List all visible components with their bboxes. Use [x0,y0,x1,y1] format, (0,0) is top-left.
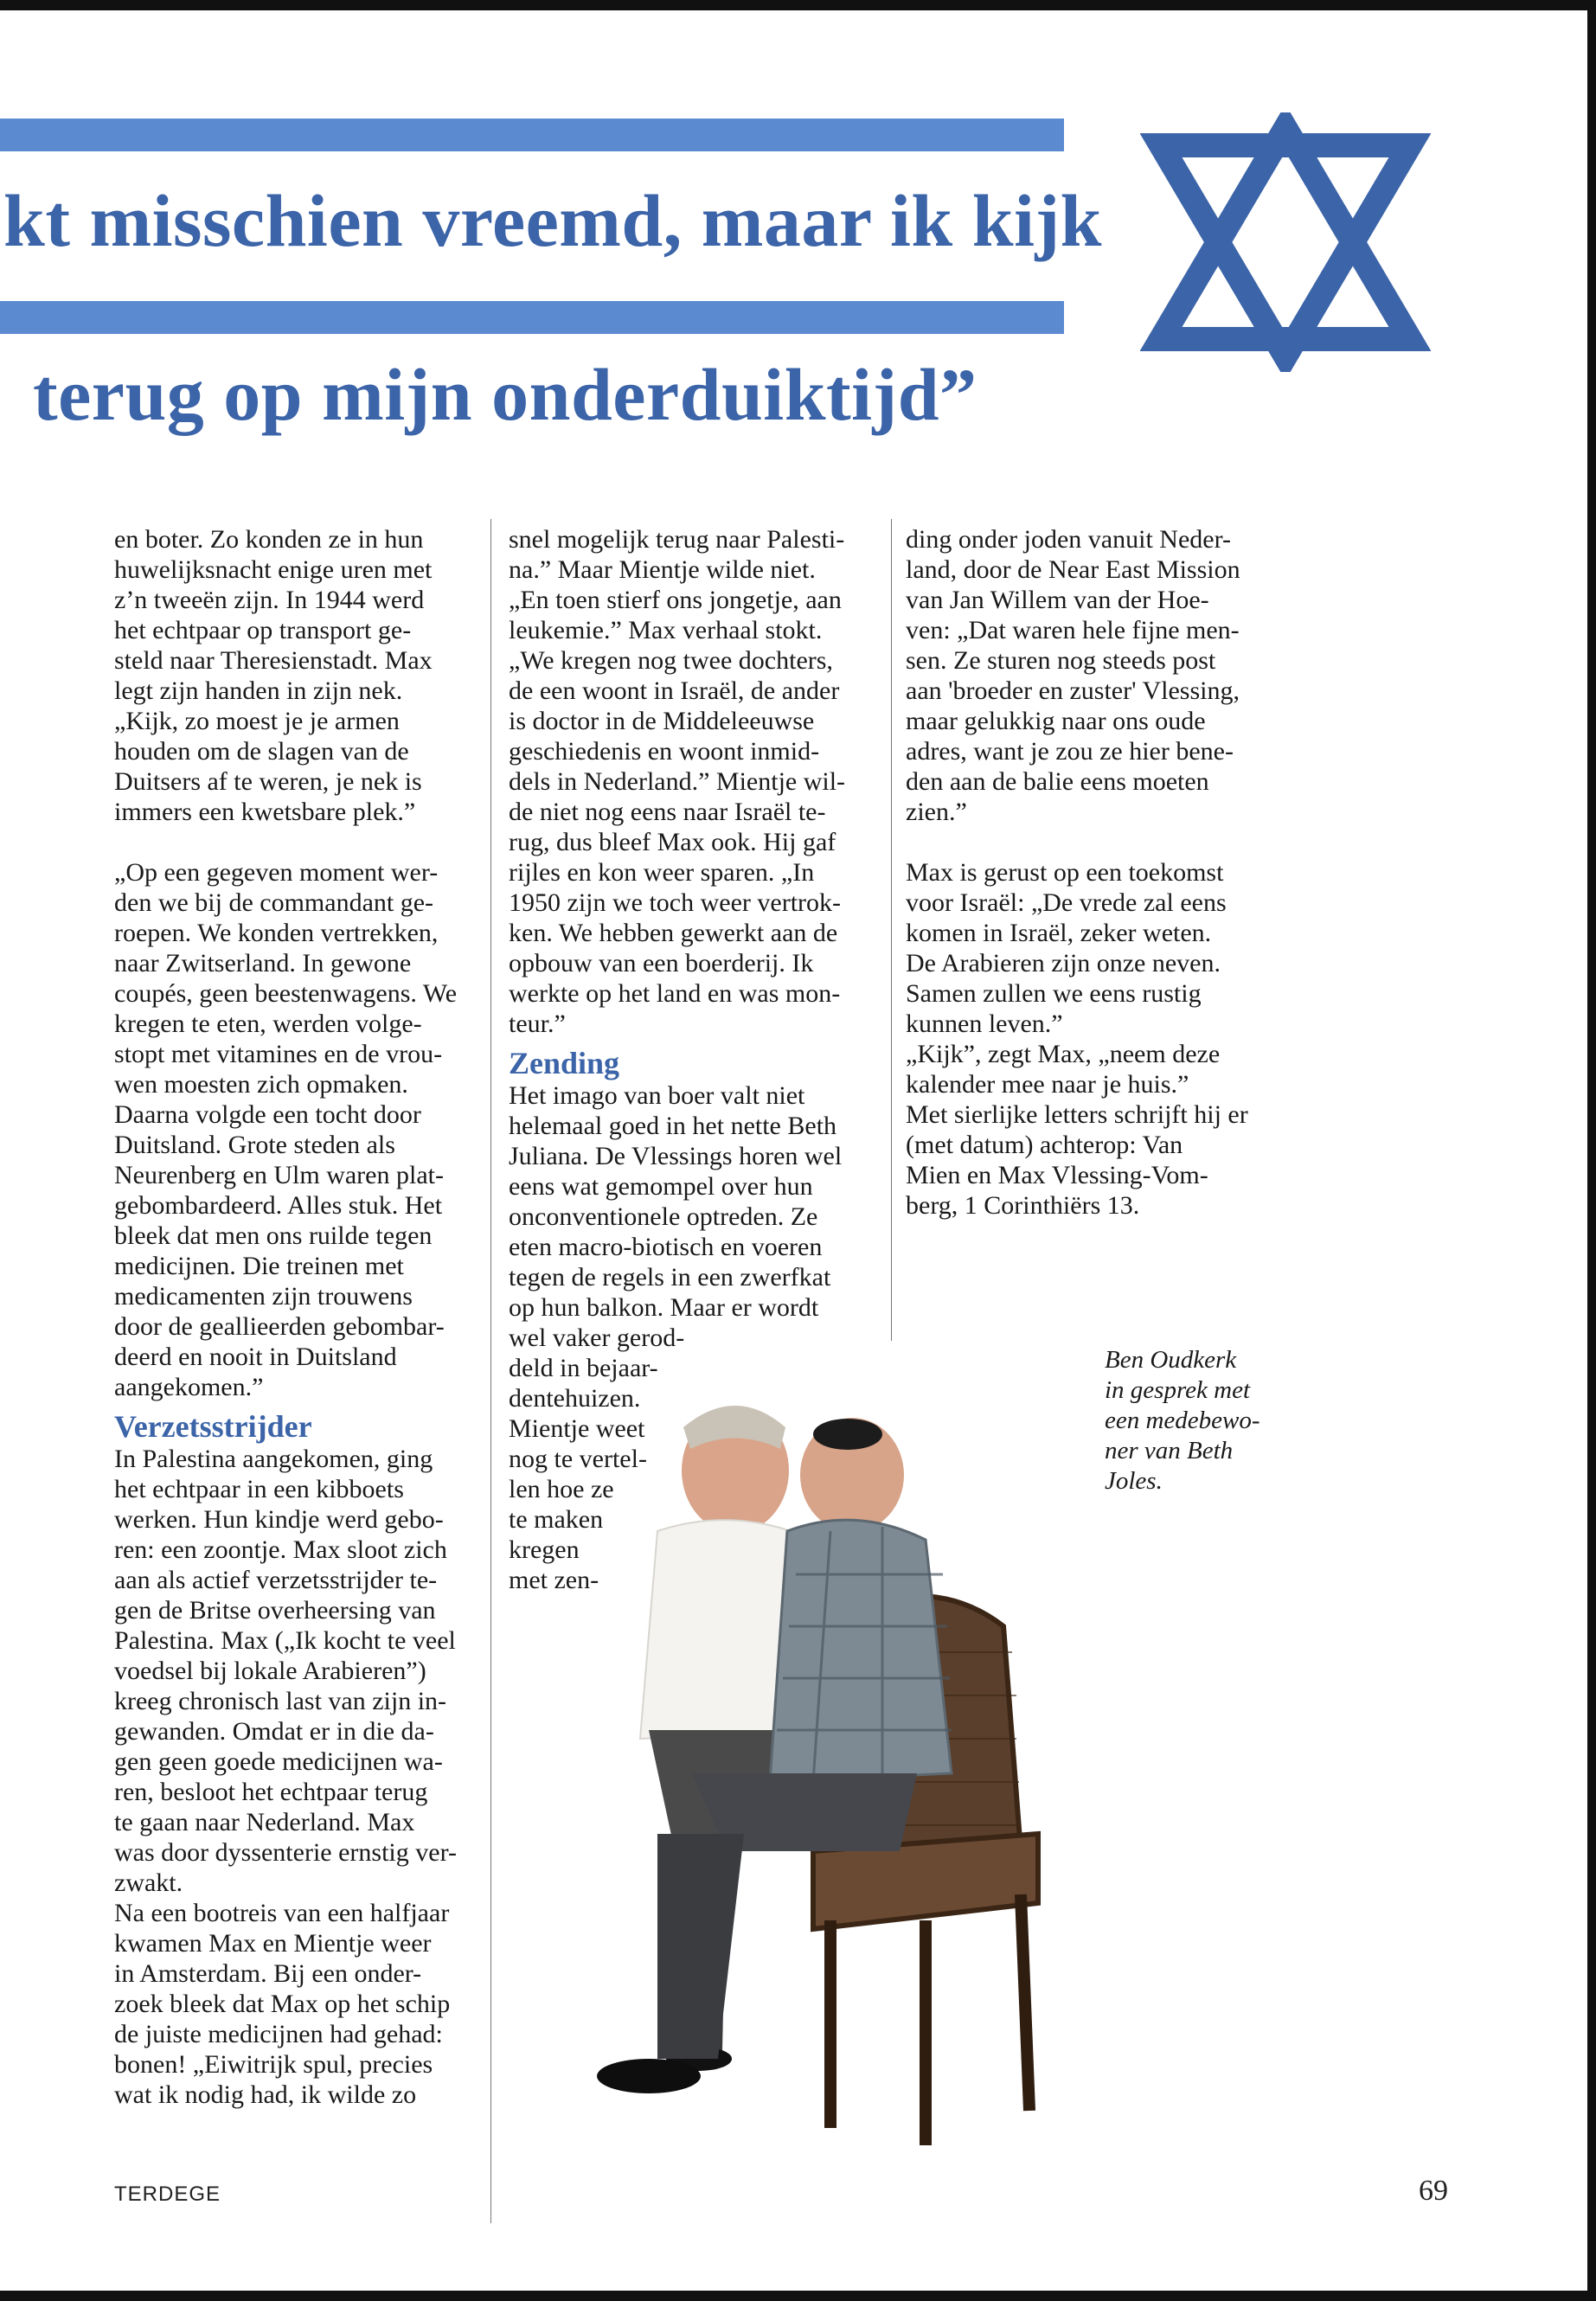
text-line: dels in Nederland.” Mientje wil- [509,767,846,796]
text-line: was door dyssenterie ernstig ver- [114,1838,457,1867]
text-line: „En toen stierf ons jongetje, aan [509,586,842,614]
text-line: teur.” [509,1009,566,1038]
text-line: ren: een zoontje. Max sloot zich [114,1535,447,1564]
text-line: een medebewo- [1105,1407,1260,1434]
section-heading: Verzetsstrijder [114,1409,312,1444]
text-line: „Kijk”, zegt Max, „neem deze [906,1040,1221,1068]
text-line: werkte op het land en was mon- [509,979,841,1008]
text-line: de juiste medicijnen had gehad: [114,2020,443,2048]
headline-line-1: kt misschien vreemd, maar ik kijk [3,179,1102,262]
text-line: is doctor in de Middeleeuwse [509,707,815,735]
text-line: kregen [509,1535,580,1564]
text-line: houden om de slagen van de [114,737,409,766]
text-line: sen. Ze sturen nog steeds post [906,646,1216,675]
text-line: leukemie.” Max verhaal stokt. [509,616,823,644]
article-column-3 [906,524,1269,1221]
text-line: eens wat gemompel over hun [509,1172,813,1201]
text-line: van Jan Willem van der Hoe- [906,586,1209,614]
text-line: in Amsterdam. Bij een onder- [114,1959,422,1988]
text-line: bonen! „Eiwitrijk spul, precies [114,2050,433,2079]
text-line: „We kregen nog twee dochters, [509,646,833,675]
text-line: In Palestina aangekomen, ging [114,1445,433,1473]
paragraph [906,524,1269,827]
text-line: de een woont in Israël, de ander [509,676,840,705]
text-line: wel vaker gerod- [509,1324,685,1352]
text-line: te maken [509,1505,604,1534]
text-line: gebombardeerd. Alles stuk. Het [114,1191,443,1220]
text-line: roepen. We konden vertrekken, [114,919,439,947]
text-line: Met sierlijke letters schrijft hij er [906,1100,1248,1129]
text-line: land, door de Near East Mission [906,555,1240,584]
star-of-david-icon [1140,112,1431,372]
text-line: coupés, geen beestenwagens. We [114,979,458,1008]
text-line: medicijnen. Die treinen met [114,1252,404,1280]
text-line: kunnen leven.” [906,1009,1063,1038]
text-line: aan als actief verzetsstrijder te- [114,1566,438,1594]
text-line: medicamenten zijn trouwens [114,1282,413,1311]
text-line: legt zijn handen in zijn nek. [114,676,403,705]
text-line: Duitsland. Grote steden als [114,1131,395,1159]
text-line: Juliana. De Vlessings horen wel [509,1142,843,1170]
text-line: den aan de balie eens moeten [906,767,1209,796]
text-line: „Kijk, zo moest je je armen [114,707,400,735]
headline-band-middle [0,301,1064,334]
text-line: gen geen goede medicijnen wa- [114,1747,443,1776]
text-line: Na een bootreis van een halfjaar [114,1899,450,1927]
text-line: aangekomen.” [114,1373,264,1401]
paragraph [509,524,872,1039]
text-line: ren, besloot het echtpaar terug [114,1778,428,1806]
text-line: ken. We hebben gewerkt aan de [509,919,838,947]
text-line: Palestina. Max („Ik kocht te veel [114,1626,456,1655]
section-heading: Zending [509,1046,620,1080]
paragraph [114,524,473,827]
text-line: rug, dus bleef Max ook. Hij gaf [509,828,836,856]
text-line: Het imago van boer valt niet [509,1081,805,1110]
text-line: Daarna volgde een tocht door [114,1100,421,1129]
text-line: geschiedenis en woont inmid- [509,737,820,766]
text-line: den we bij de commandant ge- [114,888,434,917]
article-column-1 [114,524,473,2110]
headline-band-top [0,119,1064,151]
paragraph [114,1444,473,1898]
text-line: Max is gerust op een toekomst [906,858,1224,887]
text-line: voedsel bij lokale Arabieren”) [114,1657,426,1685]
text-line: ven: „Dat waren hele fijne men- [906,616,1240,644]
text-line: aan 'broeder en zuster' Vlessing, [906,676,1240,705]
text-line: deld in bejaar- [509,1354,658,1382]
text-line: rijles en kon weer sparen. „In [509,858,815,887]
text-line: na.” Maar Mientje wilde niet. [509,555,816,584]
text-line: Ben Oudkerk [1105,1346,1237,1374]
photo-two-men-wicker-chair [554,1367,1047,2163]
text-line: wat ik nodig had, ik wilde zo [114,2080,417,2109]
paragraph [114,857,473,1402]
text-line: komen in Israël, zeker weten. [906,919,1212,947]
paragraph [906,857,1269,1221]
text-line: tegen de regels in een zwerfkat [509,1263,831,1292]
text-line: naar Zwitserland. In gewone [114,949,412,977]
text-line: kreeg chronisch last van zijn in- [114,1687,447,1715]
text-line: met zen- [509,1566,599,1594]
text-line: ding onder joden vanuit Neder- [906,525,1231,554]
text-line: ner van Beth [1105,1437,1234,1465]
page-number: 69 [1419,2175,1448,2207]
text-line: z’n tweeën zijn. In 1944 werd [114,586,425,614]
text-line: kwamen Max en Mientje weer [114,1929,432,1958]
publication-name: TERDEGE [114,2182,221,2206]
text-line: stopt met vitamines en de vrou- [114,1040,443,1068]
text-line: len hoe ze [509,1475,614,1503]
text-line: door de geallieerden gebombar- [114,1312,445,1341]
text-line: adres, want je zou ze hier bene- [906,737,1234,766]
text-line: Mien en Max Vlessing-Vom- [906,1161,1208,1189]
paragraph [114,1898,473,2110]
text-line: bleek dat men ons ruilde tegen [114,1221,433,1250]
text-line: Mientje weet [509,1414,645,1443]
text-line: in gesprek met [1105,1376,1251,1404]
column-divider [891,519,892,1341]
text-line: (met datum) achterop: Van [906,1131,1183,1159]
text-line: wen moesten zich opmaken. [114,1070,408,1099]
text-line: de niet nog eens naar Israël te- [509,798,826,826]
headline-line-2: terug op mijn onderduiktijd” [33,353,977,436]
text-line: dentehuizen. [509,1384,641,1413]
text-line: en boter. Zo konden ze in hun [114,525,424,554]
text-line: zien.” [906,798,967,826]
text-line: gen de Britse overheersing van [114,1596,436,1625]
text-line: steld naar Theresienstadt. Max [114,646,433,675]
text-line: het echtpaar in een kibboets [114,1475,404,1503]
text-line: zwakt. [114,1868,183,1897]
text-line: maar gelukkig naar ons oude [906,707,1206,735]
text-line: immers een kwetsbare plek.” [114,798,416,826]
text-line: 1950 zijn we toch weer vertrok- [509,888,842,917]
text-line: Samen zullen we eens rustig [906,979,1202,1008]
text-line: voor Israël: „De vrede zal eens [906,888,1227,917]
text-line: Duitsers af te weren, je nek is [114,767,422,796]
text-line: onconventionele optreden. Ze [509,1202,818,1231]
text-line: op hun balkon. Maar er wordt [509,1293,819,1322]
text-line: helemaal goed in het nette Beth [509,1112,837,1140]
text-line: huwelijksnacht enige uren met [114,555,433,584]
text-line: „Op een gegeven moment wer- [114,858,439,887]
text-line: opbouw van een boerderij. Ik [509,949,814,977]
text-line: kalender mee naar je huis.” [906,1070,1189,1099]
text-line: De Arabieren zijn onze neven. [906,949,1221,977]
column-divider [490,519,491,2223]
text-line: werken. Hun kindje werd gebo- [114,1505,444,1534]
text-line: kregen te eten, werden volge- [114,1009,422,1038]
text-line: deerd en nooit in Duitsland [114,1343,397,1371]
text-line: snel mogelijk terug naar Palesti- [509,525,845,554]
text-line: het echtpaar op transport ge- [114,616,412,644]
text-line: zoek bleek dat Max op het schip [114,1990,451,2018]
text-line: eten macro-biotisch en voeren [509,1233,823,1261]
text-line: Neurenberg en Ulm waren plat- [114,1161,444,1189]
text-line: berg, 1 Corinthiërs 13. [906,1191,1140,1220]
text-line: nog te vertel- [509,1445,647,1473]
text-line: te gaan naar Nederland. Max [114,1808,415,1836]
text-line: Joles. [1105,1467,1163,1495]
photo-caption [1105,1345,1295,1497]
text-line: gewanden. Omdat er in die da- [114,1717,434,1746]
